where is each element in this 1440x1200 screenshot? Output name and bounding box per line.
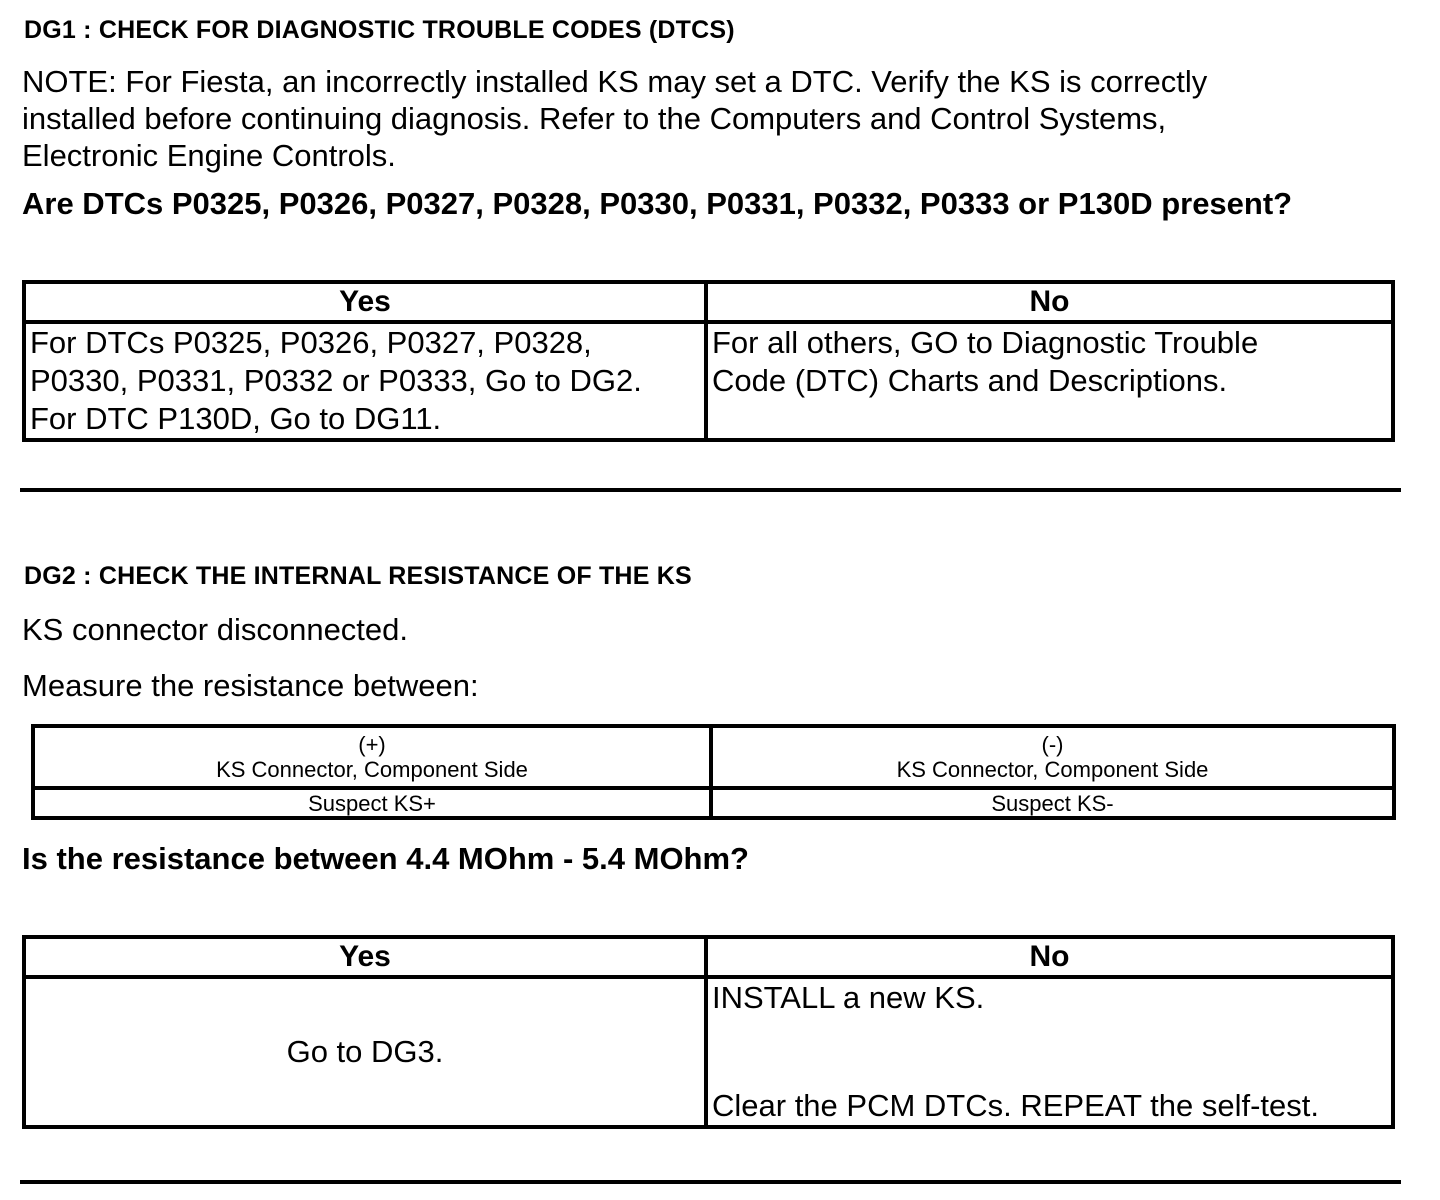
dg2-question: Is the resistance between 4.4 MOhm - 5.4 MOhm? [22, 841, 749, 876]
section-divider [20, 488, 1401, 492]
dg2-no-cell [706, 977, 1393, 1127]
dg2-yes-no-table [22, 935, 1395, 1129]
dg2-no-header: No [706, 937, 1393, 977]
meas-minus-header [711, 726, 1394, 788]
dg1-note [22, 63, 1422, 174]
dg1-note-line: NOTE: For Fiesta, an incorrectly installed KS may set a DTC. Verify the KS is correctly [22, 64, 1208, 99]
meas-minus-pin: Suspect KS- [711, 788, 1394, 818]
dg2-instruction-1: KS connector disconnected. [22, 612, 409, 647]
dg2-yes-header: Yes [24, 937, 706, 977]
dg1-no-cell [706, 322, 1393, 440]
dg2-title: DG2 : CHECK THE INTERNAL RESISTANCE OF THE KS [24, 562, 692, 590]
dg1-yes-line: For DTCs P0325, P0326, P0327, P0328, [30, 325, 592, 360]
section-divider [20, 1180, 1401, 1184]
meas-plus-pin: Suspect KS+ [33, 788, 711, 818]
dg1-question: Are DTCs P0325, P0326, P0327, P0328, P0330, P0331, P0332, P0333 or P130D present? [22, 186, 1293, 221]
meas-minus-label: (-) [1041, 732, 1064, 757]
meas-plus-header [33, 726, 711, 788]
dg2-yes-cell: Go to DG3. [24, 977, 706, 1127]
meas-plus-desc: KS Connector, Component Side [216, 757, 528, 782]
measurement-table [31, 724, 1396, 820]
dg1-note-line: Electronic Engine Controls. [22, 138, 396, 173]
dg1-note-line: installed before continuing diagnosis. Refer to the Computers and Control Systems, [22, 101, 1167, 136]
dg1-yes-line: P0330, P0331, P0332 or P0333, Go to DG2. [30, 363, 642, 398]
dg1-no-line: Code (DTC) Charts and Descriptions. [712, 363, 1228, 398]
dg2-no-line-2: Clear the PCM DTCs. REPEAT the self-test. [712, 1088, 1319, 1123]
dg1-yes-line: For DTC P130D, Go to DG11. [30, 401, 442, 436]
dg1-title: DG1 : CHECK FOR DIAGNOSTIC TROUBLE CODES (DTCS) [24, 16, 735, 44]
meas-plus-label: (+) [358, 732, 386, 757]
dg1-no-header: No [706, 282, 1393, 322]
dg1-yes-no-table [22, 280, 1395, 442]
dg2-no-line-1: INSTALL a new KS. [712, 980, 985, 1015]
dg2-instruction-2: Measure the resistance between: [22, 668, 479, 703]
dg1-no-line: For all others, GO to Diagnostic Trouble [712, 325, 1259, 360]
meas-minus-desc: KS Connector, Component Side [896, 757, 1209, 782]
dg1-yes-cell [24, 322, 706, 440]
dg1-yes-header: Yes [24, 282, 706, 322]
